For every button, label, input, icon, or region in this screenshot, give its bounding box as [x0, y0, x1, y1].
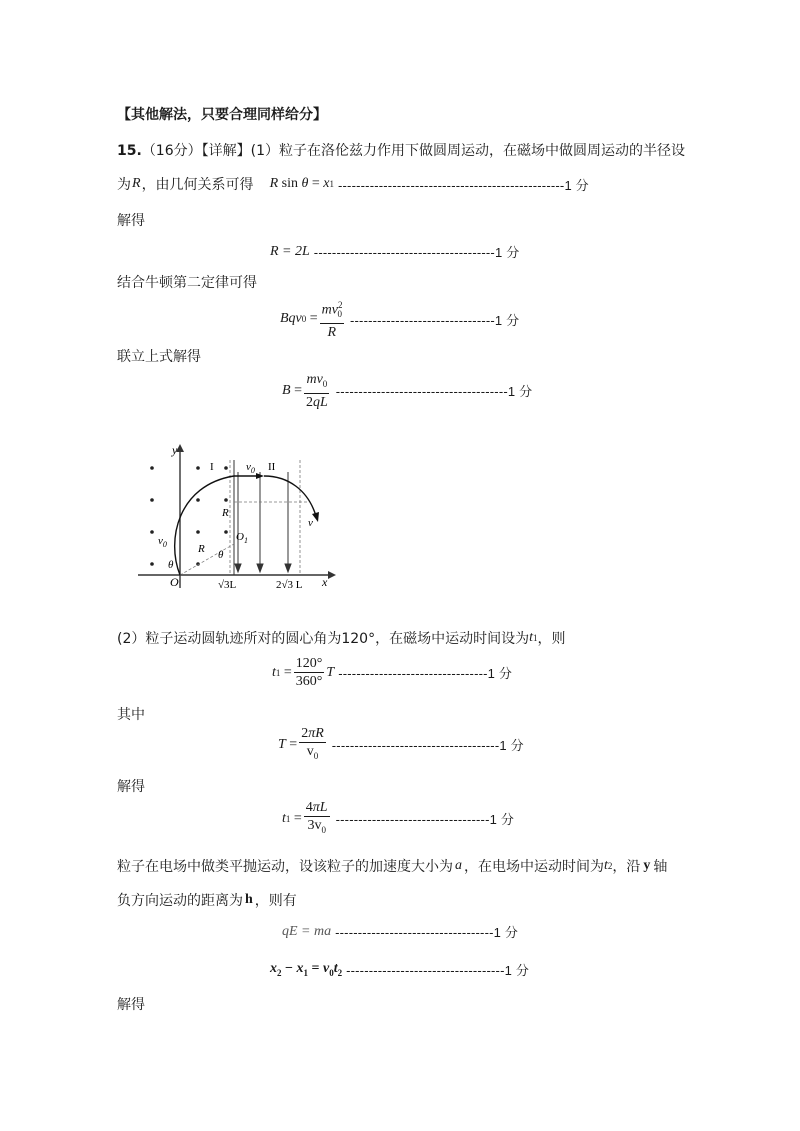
svg-text:R: R	[222, 507, 229, 519]
eq-t1-result: t 1 = $\frac{4\pi L}{3v_0}$ ----------------------------------1 分	[282, 800, 515, 835]
note-header: 【其他解法，只要合理同样给分】	[117, 107, 327, 123]
svg-text:I: I	[210, 461, 214, 473]
efield-line2: 负方向运动的距离为 h ，则有	[117, 892, 297, 909]
svg-text:v0: $v_0$	[246, 461, 255, 475]
eq-r-2l: R = 2L ----------------------------------------1 分	[270, 243, 520, 260]
label-jiede-3: 解得	[117, 997, 145, 1013]
efield-line1: 粒子在电场中做类平抛运动，设该粒子的加速度大小为 a ，在电场中运动时间为 t 2 ，沿 y 轴	[117, 858, 668, 875]
eq-qe-ma: qE = ma -----------------------------------1 分	[282, 923, 519, 940]
label-jiehe: 结合牛顿第二定律可得	[117, 275, 257, 291]
eq-b: B = $\frac{mv_0}{2qL}$ --------------------------------------1 分	[282, 372, 533, 410]
label-lianli: 联立上式解得	[117, 349, 201, 365]
q15-number: 15.	[117, 143, 142, 159]
trajectory-diagram	[138, 440, 338, 590]
svg-text:v0: $v_0$	[158, 535, 167, 549]
label-qizhong: 其中	[117, 707, 145, 723]
part2-line: (2）粒子运动圆轨迹所对的圆心角为120°，在磁场中运动时间设为 t 1 ，则	[117, 630, 566, 647]
label-jiede-1: 解得	[117, 213, 145, 229]
eq-displacement: $x_2 - x_1 = v_0t_2$ -----------------------------------1 分	[270, 961, 530, 978]
svg-text:θ: θ	[218, 549, 224, 561]
label-jiede-2: 解得	[117, 779, 145, 795]
svg-text:O: O	[170, 575, 179, 589]
eq-period: T = $\frac{2\pi R}{v_0}$ -------------------------------------1 分	[278, 726, 524, 761]
q15-intro	[117, 140, 685, 160]
eq-newton: Bqv 0 = $\frac{mv^2_0}{R}$ --------------------------------1 分	[280, 300, 520, 341]
svg-text:R: R	[198, 543, 205, 555]
eq-rsin: R sin θ = x 1	[269, 176, 334, 191]
svg-text:v: v	[308, 517, 313, 529]
q15-tag: 【详解】	[201, 143, 251, 159]
svg-text:√3L: √3L	[218, 579, 237, 590]
eq-t1-fraction: t 1 = $\frac{120^\circ}{360^\circ}$ T ---------------------------------1 分	[272, 656, 513, 689]
svg-text:II: II	[268, 461, 276, 473]
q15-line2: 为 R ，由几何关系可得 R sin θ = x 1 --------------------------------------------------1 分	[117, 176, 589, 193]
svg-text:x: x	[322, 575, 328, 589]
field-arrows	[235, 472, 291, 572]
svg-text:θ: θ	[168, 559, 174, 571]
svg-text:2√3 L: 2√3 L	[276, 579, 303, 590]
q15-line1: (1）粒子在洛伦兹力作用下做圆周运动，在磁场中做圆周运动的半径设	[250, 143, 686, 159]
q15-points: （16分）	[141, 143, 202, 159]
svg-text:O1: $O_1$	[236, 531, 248, 545]
svg-text:y: y	[172, 443, 178, 457]
